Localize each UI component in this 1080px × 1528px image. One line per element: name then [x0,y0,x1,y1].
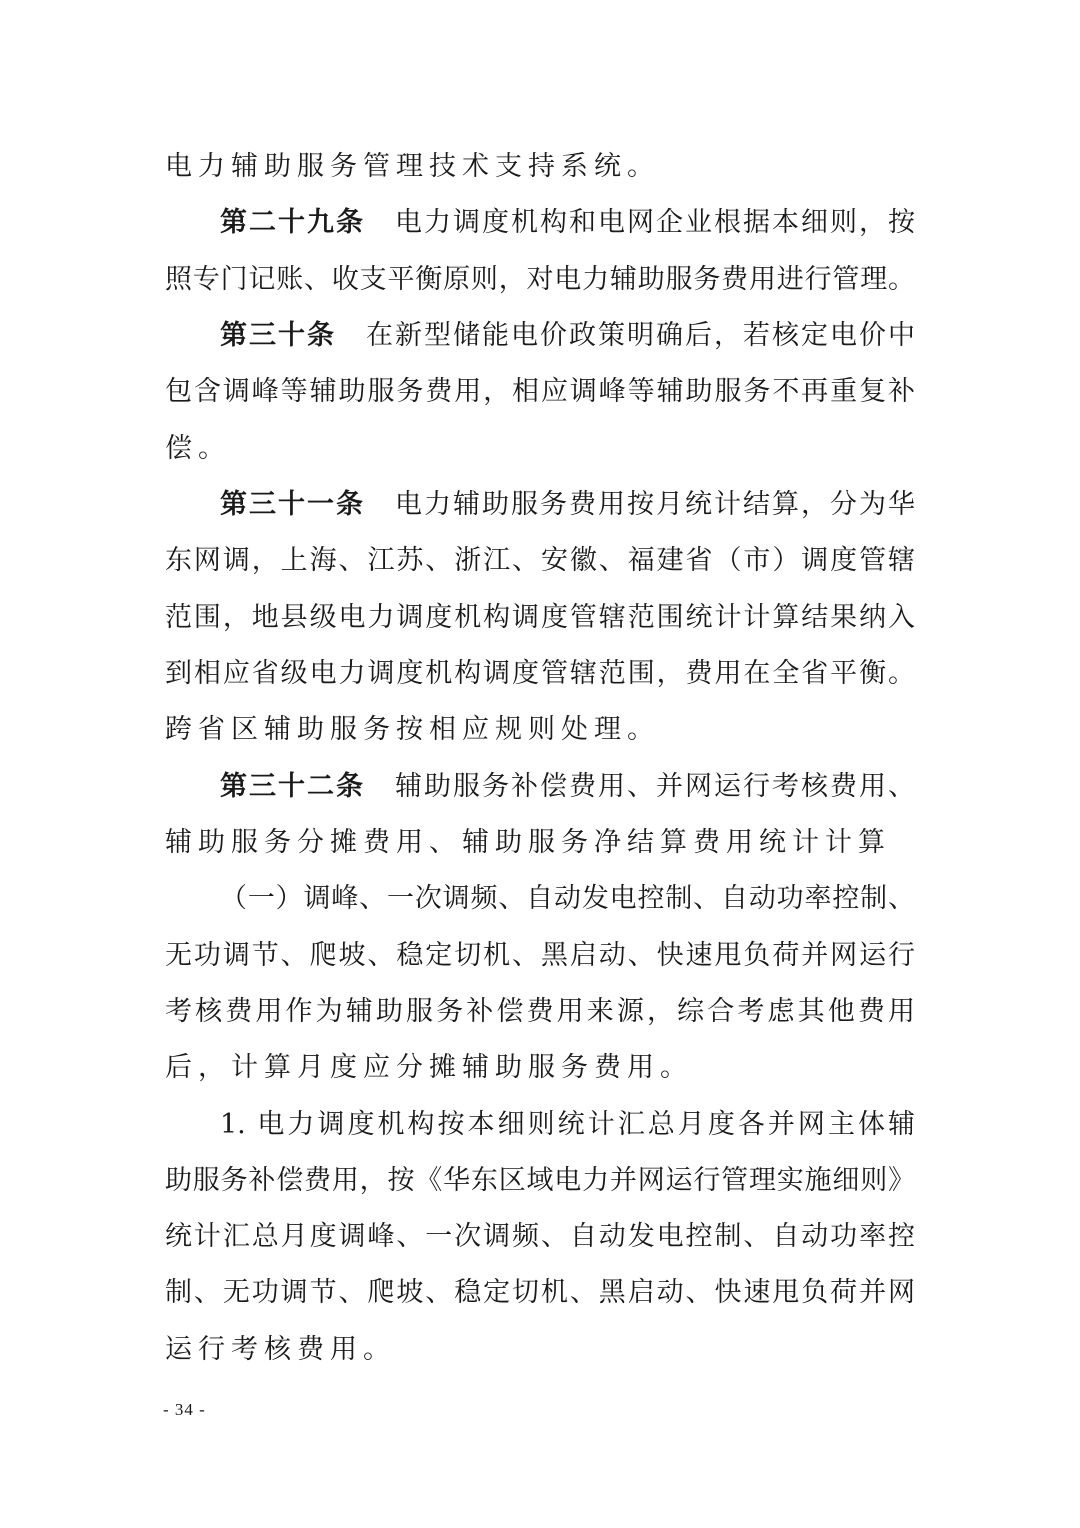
text-line [165,823,915,863]
text-line [165,429,915,469]
text-line [165,598,915,638]
text-line [165,1161,915,1201]
text-line [165,1217,915,1257]
line-text: 无功调节、爬坡、稳定切机、黑启动、快速甩负荷并网运行 [165,940,915,971]
text-line [165,992,915,1032]
line-text: （一）调峰、一次调频、自动发电控制、自动功率控制、 [220,883,915,914]
article-heading: 第三十条 [220,320,336,351]
article-line [220,767,915,807]
text-line [165,654,915,694]
line-text: 跨省区辅助服务按相应规则处理。 [165,714,660,745]
article-heading: 第二十九条 [220,207,365,238]
text-line [165,936,915,976]
page-number: - 34 - [163,1400,206,1419]
line-text: 后，计算月度应分摊辅助服务费用。 [165,1052,693,1083]
line-text: 考核费用作为辅助服务补偿费用来源，综合考虑其他费用 [165,996,915,1027]
text-line [165,1048,915,1088]
line-text: 到相应省级电力调度机构调度管辖范围，费用在全省平衡。 [165,658,915,689]
article-heading: 第三十二条 [220,771,365,802]
line-text: 范围，地县级电力调度机构调度管辖范围统计计算结果纳入 [165,602,915,633]
text-line [165,260,915,300]
line-text: 运行考核费用。 [165,1334,396,1365]
line-text: 电力调度机构和电网企业根据本细则，按 [395,207,915,238]
line-text: 偿。 [165,433,231,464]
text-line [165,541,915,581]
line-text: 助服务补偿费用，按《华东区域电力并网运行管理实施细则》 [165,1165,915,1196]
line-text: 统计汇总月度调峰、一次调频、自动发电控制、自动功率控 [165,1221,915,1252]
line-text: 东网调，上海、江苏、浙江、安徽、福建省（市）调度管辖 [165,545,915,576]
line-text: 辅助服务补偿费用、并网运行考核费用、 [395,771,915,802]
text-line [165,147,915,187]
text-line [220,879,915,919]
line-text: 制、无功调节、爬坡、稳定切机、黑启动、快速甩负荷并网 [165,1277,915,1308]
line-text: 包含调峰等辅助服务费用，相应调峰等辅助服务不再重复补 [165,376,915,407]
text-line [220,1105,915,1145]
article-line [220,316,915,356]
line-text: 照专门记账、收支平衡原则，对电力辅助服务费用进行管理。 [165,264,915,295]
line-text: 在新型储能电价政策明确后，若核定电价中 [366,320,915,351]
article-line [220,485,915,525]
article-line [220,203,915,243]
line-text: 1. 电力调度机构按本细则统计汇总月度各并网主体辅 [220,1109,915,1140]
text-line [165,372,915,412]
line-text: 辅助服务分摊费用、辅助服务净结算费用统计计算 [165,827,891,858]
line-text: 电力辅助服务费用按月统计结算，分为华 [395,489,915,520]
text-line [165,1273,915,1313]
article-heading: 第三十一条 [220,489,365,520]
text-line [165,710,915,750]
text-line [165,1330,915,1370]
line-text: 电力辅助服务管理技术支持系统。 [165,151,660,182]
